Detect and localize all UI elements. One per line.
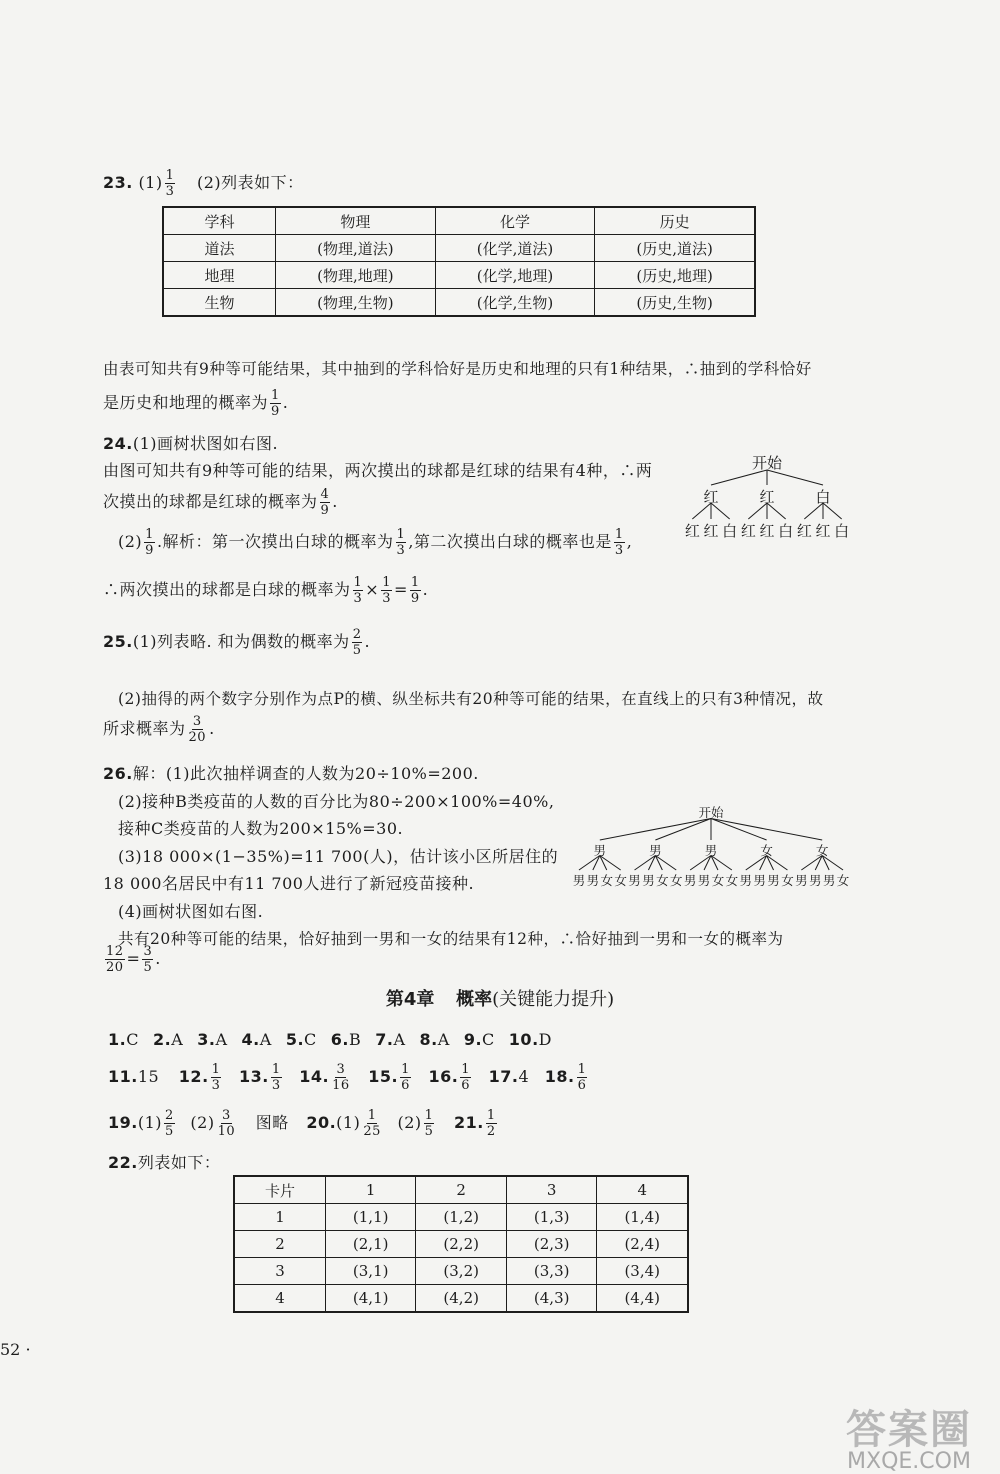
page-number: 52 ·	[0, 1340, 31, 1359]
answer-choice: C	[482, 1030, 495, 1049]
answers-row1	[108, 1030, 552, 1049]
tree-node-leaf: 白	[722, 522, 738, 540]
table-row: 地理 (物理,地理) (化学,地理) (历史,地理)	[163, 262, 755, 289]
fraction: $\frac{1}{9}$	[410, 575, 420, 606]
tree-node-leaf: 男	[697, 873, 711, 888]
tree-node-leaf: 男	[809, 873, 822, 888]
fraction: $\frac{2}{5}$	[352, 627, 362, 658]
q22-number: 22.	[108, 1153, 138, 1172]
fraction: $\frac{1}{3}$	[614, 527, 624, 558]
tree-node-level1: 白	[815, 488, 831, 506]
tree-node-level1: 男	[704, 843, 718, 858]
tree-node-level1: 红	[759, 488, 775, 506]
tree-node-leaf: 男	[822, 873, 836, 888]
tree-node-level1: 红	[703, 488, 719, 506]
q24-line1: 24.(1)画树状图如右图.	[103, 434, 279, 453]
answer-number: 5.	[285, 1030, 305, 1049]
watermark-logo: 答案圈	[846, 1407, 972, 1453]
tree-node-leaf: 男	[642, 873, 655, 888]
q24-number: 24.	[103, 434, 133, 453]
q26-number: 26.	[103, 764, 133, 783]
table-row: 4 (4,1) (4,2) (4,3) (4,4)	[234, 1285, 688, 1313]
answer-choice: D	[538, 1030, 552, 1049]
table-row: 道法 (物理,道法) (化学,道法) (历史,道法)	[163, 235, 755, 262]
q26-line5: 18 000名居民中有11 700人进行了新冠疫苗接种.	[103, 874, 475, 893]
q23-table	[162, 206, 756, 317]
answers-row2: 11.15 12. $\frac{1}{3}$ 13. $\frac{1}{3}$ 14. $\frac{3}{16}$ 15. $\frac{1}{6}$ 16. $\frac{1}{6}$ 17.4 18. $\frac{1}{6}$	[108, 1062, 587, 1093]
tree-node-leaf: 男	[572, 873, 586, 888]
tree-edge	[711, 819, 767, 841]
tree-node-leaf: 红	[703, 522, 719, 540]
fraction: $\frac{1}{9}$	[271, 388, 280, 419]
fraction: $\frac{4}{9}$	[320, 487, 330, 518]
fraction: $\frac{1}{3}$	[396, 527, 406, 558]
table-row: 2 (2,1) (2,2) (2,3) (2,4)	[234, 1231, 688, 1258]
tree-node-level1: 男	[649, 843, 662, 858]
answer-choice: B	[349, 1030, 362, 1049]
tree-node-leaf: 红	[759, 522, 775, 540]
answer-number: 6.	[330, 1030, 349, 1049]
tree-node-leaf: 白	[834, 522, 850, 540]
fraction: $\frac{1}{3}$	[353, 575, 363, 606]
tree-node-leaf: 女	[600, 873, 614, 888]
q23-text2: 是历史和地理的概率为 $\frac{1}{9}$ .	[103, 388, 289, 419]
q26-line3: 接种C类疫苗的人数为200×15%=30.	[118, 819, 404, 838]
table-row: 生物 (物理,生物) (化学,生物) (历史,生物)	[163, 289, 755, 317]
q26-line4: (3)18 000×(1−35%)=11 700(人)，估计该小区所居住的	[118, 847, 559, 866]
q24-line3: 次摸出的球都是红球的概率为 $\frac{4}{9}$ .	[103, 487, 338, 518]
q26-tree-diagram	[572, 803, 850, 887]
table-row: 1 (1,1) (1,2) (1,3) (1,4)	[234, 1204, 688, 1231]
watermark	[846, 1398, 972, 1474]
answer-choice: A	[259, 1030, 272, 1049]
fraction: $\frac{2}{5}$	[165, 1108, 174, 1139]
q25-number: 25.	[103, 632, 133, 651]
tree-node-leaf: 红	[815, 522, 831, 540]
q23-number: 23.	[103, 173, 133, 192]
q24-line2: 由图可知共有9种等可能的结果，两次摸出的球都是红球的结果有4种，∴两	[103, 461, 653, 480]
fraction: $\frac{1}{9}$	[145, 527, 154, 558]
q26-line1: 26.解：(1)此次抽样调查的人数为20÷10%=200.	[103, 764, 479, 783]
q26-line8: $\frac{12}{20}$ = $\frac{3}{5}$ .	[106, 944, 161, 975]
fraction: $\frac{1}{6}$	[461, 1062, 471, 1093]
answer-number: 8.	[419, 1030, 438, 1049]
q22-table	[233, 1175, 689, 1313]
tree-node-leaf: 女	[725, 873, 739, 888]
tree-root: 开始	[752, 454, 783, 472]
tree-node-leaf: 红	[796, 522, 812, 540]
tree-node-leaf: 女	[656, 873, 669, 888]
answer-number: 1.	[108, 1030, 127, 1049]
q22-line: 22.列表如下：	[108, 1153, 221, 1172]
fraction: $\frac{3}{5}$	[143, 944, 153, 975]
tree-node-leaf: 男	[628, 873, 641, 888]
answer-choice: A	[171, 1030, 184, 1049]
fraction: $\frac{3}{20}$	[188, 714, 207, 745]
fraction: $\frac{1}{25}$	[363, 1108, 381, 1139]
q26-line7: 共有20种等可能的结果，恰好抽到一男和一女的结果有12种，∴恰好抽到一男和一女的概率为	[118, 930, 784, 948]
fraction: $\frac{3}{10}$	[217, 1108, 236, 1139]
tree-edge	[711, 819, 822, 841]
fraction: $\frac{12}{20}$	[106, 944, 124, 975]
fraction: $\frac{3}{16}$	[332, 1062, 350, 1093]
q26-line2: (2)接种B类疫苗的人数的百分比为80÷200×100%=40%,	[118, 792, 555, 811]
tree-node-leaf: 女	[781, 873, 794, 888]
tree-node-leaf: 红	[684, 522, 700, 540]
q23-line1: 23. (1) $\frac{1}{3}$ (2)列表如下：	[103, 168, 304, 199]
tree-node-leaf: 男	[739, 873, 753, 888]
answer-choice: A	[215, 1030, 228, 1049]
tree-root: 开始	[698, 805, 724, 820]
q25-line1: 25.(1)列表略. 和为偶数的概率为 $\frac{2}{5}$ .	[103, 627, 371, 658]
tree-node-leaf: 女	[711, 873, 725, 888]
q24-tree-diagram	[683, 452, 851, 542]
fraction: $\frac{1}{6}$	[577, 1062, 587, 1093]
q24-line5: ∴两次摸出的球都是白球的概率为 $\frac{1}{3}$ × $\frac{1}{3}$ = $\frac{1}{9}$ .	[103, 575, 429, 606]
tree-node-leaf: 男	[586, 873, 600, 888]
answer-number: 7.	[375, 1030, 394, 1049]
fraction: $\frac{1}{6}$	[401, 1062, 410, 1093]
fraction: $\frac{1}{3}$	[211, 1062, 221, 1093]
q26-line6: (4)画树状图如右图.	[118, 902, 264, 921]
tree-node-leaf: 红	[740, 522, 756, 540]
answer-number: 9.	[463, 1030, 483, 1049]
answer-number: 3.	[197, 1030, 216, 1049]
q23-text1: 由表可知共有9种等可能结果，其中抽到的学科恰好是历史和地理的只有1种结果，∴抽到的学科恰好	[103, 360, 812, 378]
answer-number: 10.	[508, 1030, 539, 1049]
fraction: $\frac{1}{2}$	[486, 1108, 496, 1139]
answer-choice: A	[437, 1030, 450, 1049]
watermark-url: MXQE.COM	[847, 1449, 971, 1474]
tree-node-level1: 女	[760, 843, 773, 858]
answer-choice: A	[393, 1030, 406, 1049]
q24-line4: (2) $\frac{1}{9}$ .解析：第一次摸出白球的概率为 $\frac{1}{3}$ ,第二次摸出白球的概率也是 $\frac{1}{3}$ ,	[118, 527, 633, 558]
q25-line3: 所求概率为 $\frac{3}{20}$ .	[103, 714, 215, 745]
answer-choice: C	[304, 1030, 317, 1049]
tree-node-leaf: 白	[778, 522, 794, 540]
tree-edge	[655, 819, 711, 841]
table-row: 学科 物理 化学 历史	[163, 207, 755, 235]
q25-line2: (2)抽得的两个数字分别作为点P的横、纵坐标共有20种等可能的结果，在直线上的只有3种情况，故	[118, 690, 824, 708]
fraction: $\frac{1}{3}$	[165, 168, 175, 199]
fraction: $\frac{1}{3}$	[382, 575, 391, 606]
tree-node-level1: 女	[815, 843, 829, 858]
chapter-heading: 第4章 概率(关键能力提升)	[385, 989, 615, 1010]
tree-edge	[600, 819, 711, 841]
tree-node-level1: 男	[593, 843, 607, 858]
fraction: $\frac{1}{3}$	[271, 1062, 281, 1093]
tree-node-leaf: 女	[614, 873, 627, 888]
tree-node-leaf: 男	[753, 873, 766, 888]
answer-number: 4.	[241, 1030, 260, 1049]
tree-node-leaf: 男	[683, 873, 697, 888]
tree-node-leaf: 女	[836, 873, 850, 888]
tree-node-leaf: 男	[795, 873, 808, 888]
answer-number: 2.	[152, 1030, 172, 1049]
tree-node-leaf: 男	[767, 873, 780, 888]
tree-node-leaf: 女	[670, 873, 683, 888]
answer-choice: C	[126, 1030, 139, 1049]
fraction: $\frac{1}{5}$	[424, 1108, 434, 1139]
table-row: 3 (3,1) (3,2) (3,3) (3,4)	[234, 1258, 688, 1285]
table-row: 卡片 1 2 3 4	[234, 1176, 688, 1204]
answers-row3: 19.(1) $\frac{2}{5}$ (2) $\frac{3}{10}$ 图略 20.(1) $\frac{1}{25}$ (2) $\frac{1}{5}$ 21. $\frac{1}{2}$	[108, 1108, 496, 1139]
